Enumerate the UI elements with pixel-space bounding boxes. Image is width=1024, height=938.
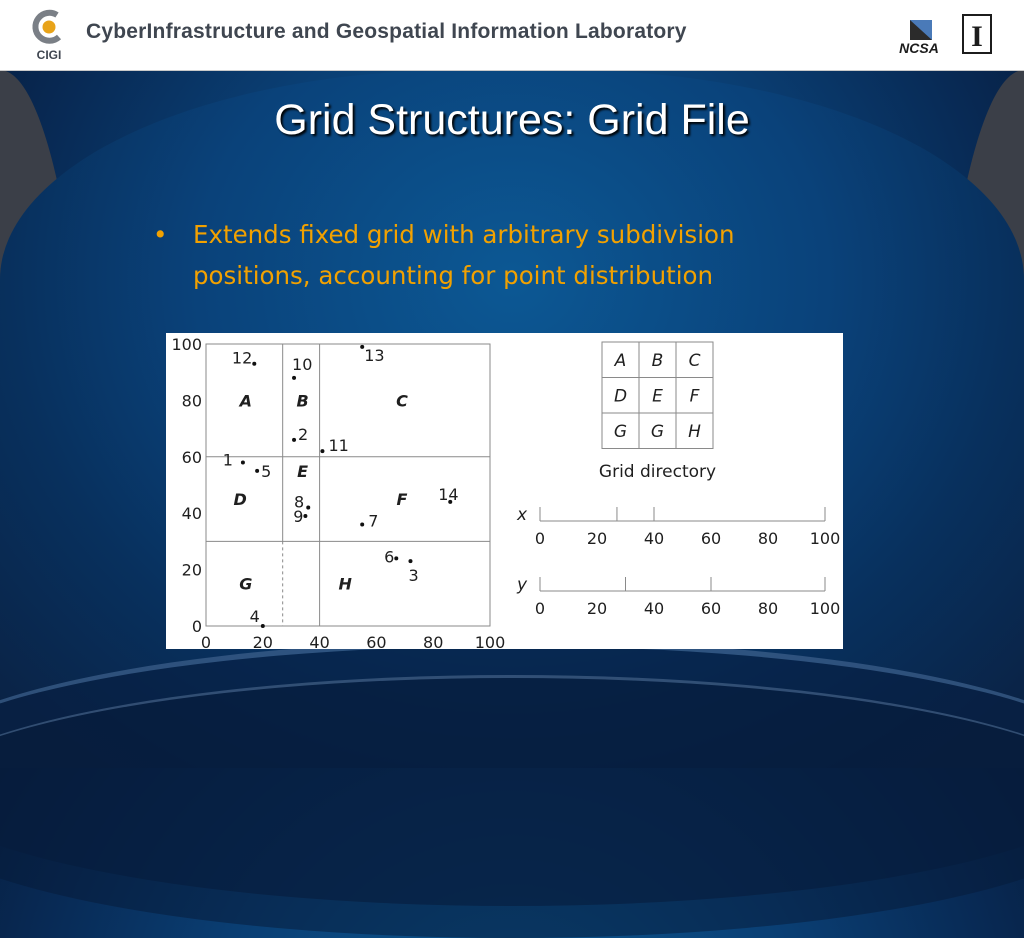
data-point — [408, 559, 412, 563]
data-point-label: 12 — [231, 348, 253, 368]
y-tick-label: 0 — [191, 617, 202, 636]
x-tick-label: 60 — [366, 633, 387, 649]
data-point — [303, 514, 307, 518]
data-point — [252, 362, 256, 366]
directory-cell-label: H — [688, 422, 701, 442]
y-tick-label: 40 — [181, 504, 202, 524]
directory-cell-label: F — [689, 386, 700, 407]
directory-cell-label: B — [651, 351, 664, 371]
directory-cell-label: D — [613, 386, 628, 407]
bullet-item — [150, 214, 850, 296]
directory-caption: Grid directory — [598, 462, 717, 482]
data-point-label: 2 — [298, 424, 309, 444]
data-point — [292, 438, 296, 442]
y-tick-label: 60 — [181, 447, 202, 467]
scale-axis-name: y — [516, 575, 528, 595]
region-label: B — [296, 391, 309, 411]
scale-tick-label: 80 — [757, 599, 779, 618]
data-point-label: 9 — [293, 507, 304, 527]
x-tick-label: 100 — [474, 633, 506, 649]
grid-file-figure — [166, 333, 843, 649]
x-tick-label: 80 — [423, 633, 444, 649]
directory-cell-label: A — [614, 351, 627, 371]
scale-tick-label: 20 — [586, 529, 608, 548]
region-label: A — [239, 391, 252, 411]
data-point — [255, 469, 259, 473]
region-label: C — [396, 391, 408, 411]
cigi-logo — [26, 6, 72, 62]
scale-tick-label: 40 — [643, 599, 665, 618]
scale-tick-label: 80 — [757, 529, 779, 548]
lab-title: CyberInfrastructure and Geospatial Information Laboratory — [86, 20, 687, 43]
grid-file-svg — [166, 333, 843, 649]
data-point-label: 14 — [438, 484, 459, 504]
directory-cell-label: E — [652, 386, 663, 407]
region-label: G — [239, 574, 253, 594]
x-tick-label: 20 — [252, 633, 273, 649]
illinois-logo-text: I — [971, 20, 983, 53]
ncsa-logo — [892, 16, 946, 56]
x-tick-label: 40 — [309, 633, 330, 649]
ncsa-logo-text: NCSA — [899, 40, 939, 56]
background-wave-lower — [0, 675, 1024, 938]
scale-tick-label: 0 — [534, 599, 546, 618]
bullet-line: Extends fixed grid with arbitrary subdivision — [193, 220, 735, 249]
data-point-label: 11 — [328, 436, 349, 456]
data-point — [394, 556, 398, 560]
data-point — [241, 460, 245, 464]
data-point-label: 5 — [261, 461, 272, 481]
scale-tick-label: 60 — [700, 599, 722, 618]
scale-tick-label: 100 — [809, 599, 841, 618]
data-point-label: 4 — [249, 607, 260, 626]
data-point — [320, 449, 324, 453]
scale-axis-name: x — [516, 505, 528, 525]
bullet-line: positions, accounting for point distribution — [193, 261, 714, 290]
data-point-label: 8 — [294, 492, 305, 512]
data-point-label: 1 — [222, 450, 233, 470]
scale-tick-label: 0 — [534, 529, 546, 548]
data-point-label: 7 — [368, 511, 379, 531]
bullet-marker: • — [153, 220, 168, 249]
data-point-label: 3 — [408, 566, 419, 586]
data-point — [360, 522, 364, 526]
cigi-logo-dot — [43, 21, 56, 34]
region-label: E — [297, 461, 309, 481]
x-tick-label: 0 — [200, 633, 212, 649]
cigi-logo-text: CIGI — [36, 48, 62, 62]
slide-title: Grid Structures: Grid File — [274, 96, 750, 144]
scale-tick-label: 40 — [643, 529, 665, 548]
region-label: F — [396, 490, 408, 510]
region-label: D — [233, 490, 247, 510]
data-point-label: 10 — [292, 354, 313, 374]
scale-tick-label: 60 — [700, 529, 722, 548]
data-point — [306, 506, 310, 510]
directory-cell-label: G — [613, 422, 628, 442]
directory-cell-label: C — [688, 351, 701, 371]
data-point-label: 13 — [364, 345, 385, 365]
y-tick-label: 20 — [181, 560, 202, 580]
illinois-logo — [962, 14, 992, 54]
data-point — [261, 624, 265, 628]
scale-tick-label: 20 — [586, 599, 608, 618]
header-bar — [0, 0, 1024, 71]
directory-cell-label: G — [650, 422, 665, 442]
region-label: H — [338, 574, 352, 594]
data-point-label: 6 — [384, 547, 395, 567]
data-point — [292, 376, 296, 380]
y-tick-label: 100 — [171, 335, 202, 354]
bullet-list — [150, 214, 850, 296]
scale-tick-label: 100 — [809, 529, 841, 548]
y-tick-label: 80 — [181, 391, 202, 411]
